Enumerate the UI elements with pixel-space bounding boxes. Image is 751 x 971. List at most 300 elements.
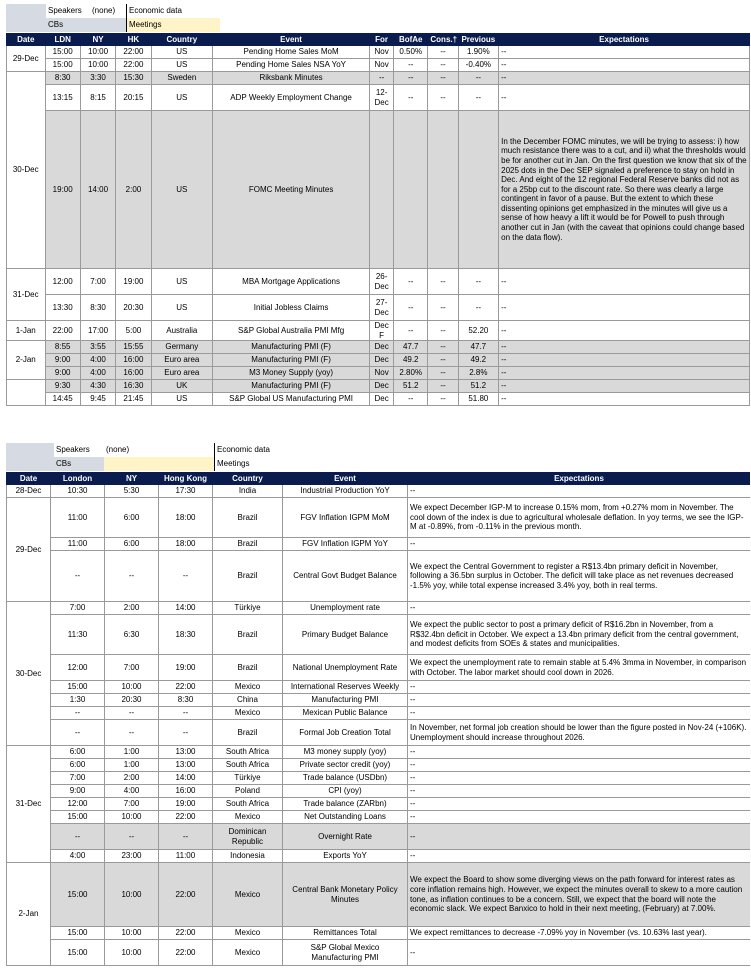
london-cell: 7:00 [51, 772, 105, 785]
header-expectations: Expectations [408, 473, 751, 485]
for-cell: Dec [370, 380, 394, 393]
legend-speakers-label: Speakers [48, 6, 82, 15]
ldn-cell: 8:30 [45, 72, 80, 85]
event-cell: FGV Inflation IGPM MoM [283, 498, 408, 538]
country-cell: Brazil [213, 720, 283, 746]
event-cell: FGV Inflation IGPM YoY [283, 538, 408, 551]
header-country: Country [213, 473, 283, 485]
table-row [7, 111, 750, 269]
previous-cell: 51.80 [458, 393, 499, 406]
header-hk: HK [116, 34, 151, 46]
header-expectations: Expectations [499, 34, 750, 46]
for-cell: Dec [370, 341, 394, 354]
expectations-cell: -- [408, 707, 751, 720]
ny-cell: 4:30 [80, 380, 115, 393]
event-cell: Formal Job Creation Total [283, 720, 408, 746]
country-cell: US [151, 269, 212, 295]
country-cell: US [151, 295, 212, 321]
london-cell: 10:30 [51, 485, 105, 498]
for-cell: Nov [370, 46, 394, 59]
event-cell: MBA Mortgage Applications [213, 269, 370, 295]
hong-kong-cell: 11:00 [159, 850, 213, 863]
event-cell: National Unemployment Rate [283, 655, 408, 681]
for-cell: Dec F [370, 321, 394, 341]
ny-cell: 6:00 [105, 538, 159, 551]
london-cell: 1:30 [51, 694, 105, 707]
expectations-cell: -- [408, 485, 751, 498]
for-cell: Dec [370, 393, 394, 406]
hk-cell: 21:45 [116, 393, 151, 406]
consensus-cell: -- [428, 367, 458, 380]
table-row [7, 681, 751, 694]
hk-cell: 16:00 [116, 367, 151, 380]
table-row [7, 655, 751, 681]
hk-cell: 22:00 [116, 59, 151, 72]
event-cell: Primary Budget Balance [283, 615, 408, 655]
country-cell: South Africa [213, 759, 283, 772]
hong-kong-cell: 13:00 [159, 759, 213, 772]
legend-none-label: (none) [106, 445, 130, 454]
ny-cell: 10:00 [80, 46, 115, 59]
expectations-cell: -- [408, 681, 751, 694]
ldn-cell: 14:45 [45, 393, 80, 406]
table-row [7, 759, 751, 772]
table-row [7, 707, 751, 720]
header-london: London [51, 473, 105, 485]
header-previous: Previous [458, 34, 499, 46]
country-cell: Euro area [151, 354, 212, 367]
hk-cell: 5:00 [116, 321, 151, 341]
country-cell: India [213, 485, 283, 498]
ny-cell: 5:30 [105, 485, 159, 498]
country-cell: Poland [213, 785, 283, 798]
hong-kong-cell: -- [159, 707, 213, 720]
ny-cell: 20:30 [105, 694, 159, 707]
hk-cell: 16:00 [116, 354, 151, 367]
ny-cell: 1:00 [105, 759, 159, 772]
expectations-cell: -- [499, 341, 750, 354]
ny-cell: -- [105, 720, 159, 746]
calendar-table-top [6, 33, 750, 406]
legend-swatch-speakers [6, 4, 46, 18]
expectations-cell: -- [499, 85, 750, 111]
expectations-cell: We expect the Central Government to register a R$13.4bn primary deficit in November, following a 36.5bn surplus in October. The deficit will take place as net revenues decreased -1.5% yoy, while total expense increased 3.4% yoy, both in real terms. [408, 551, 751, 602]
date-cell: 31-Dec [7, 269, 46, 321]
country-cell: Germany [151, 341, 212, 354]
country-cell: Türkiye [213, 772, 283, 785]
ldn-cell: 19:00 [45, 111, 80, 269]
event-cell: M3 Money Supply (yoy) [213, 367, 370, 380]
country-cell: US [151, 85, 212, 111]
header-date: Date [7, 34, 46, 46]
consensus-cell: -- [428, 269, 458, 295]
ny-cell: 4:00 [105, 785, 159, 798]
ny-cell: -- [105, 551, 159, 602]
event-cell: Manufacturing PMI (F) [213, 341, 370, 354]
legend-bottom [6, 443, 750, 472]
date-cell: 1-Jan [7, 321, 46, 341]
event-cell: FOMC Meeting Minutes [213, 111, 370, 269]
london-cell: 15:00 [51, 927, 105, 940]
country-cell: Türkiye [213, 602, 283, 615]
consensus-cell: -- [428, 393, 458, 406]
expectations-cell: -- [408, 811, 751, 824]
expectations-cell: In November, net formal job creation should be lower than the figure posted in Nov-24 (+106K). Unemployment should increase throughout 2026. [408, 720, 751, 746]
country-cell: China [213, 694, 283, 707]
expectations-cell: -- [408, 538, 751, 551]
london-cell: 11:00 [51, 498, 105, 538]
london-cell: 15:00 [51, 940, 105, 966]
event-cell: Trade balance (ZARbn) [283, 798, 408, 811]
for-cell: Nov [370, 59, 394, 72]
legend-swatch-cbs [6, 457, 54, 471]
ldn-cell: 9:00 [45, 354, 80, 367]
hk-cell: 22:00 [116, 46, 151, 59]
expectations-cell: We expect the Board to show some diverging views on the path forward for interest rates as core inflation remains high. However, we expect the minutes overall to skew to a more caution tone, as inflation continues to be a concern. Still, we expect that the board will note the economic slack. We expect Banxico to hold in their next meeting, (February) at 7.00%. [408, 863, 751, 927]
london-cell: 4:00 [51, 850, 105, 863]
hong-kong-cell: 14:00 [159, 772, 213, 785]
table-row [7, 798, 751, 811]
for-cell: -- [370, 72, 394, 85]
ny-cell: -- [105, 707, 159, 720]
legend-none-label: (none) [92, 6, 116, 15]
date-cell: 31-Dec [7, 746, 51, 863]
header-ldn: LDN [45, 34, 80, 46]
previous-cell: -- [458, 295, 499, 321]
expectations-cell: -- [499, 269, 750, 295]
consensus-cell [428, 111, 458, 269]
event-cell: S&P Global Mexico Manufacturing PMI [283, 940, 408, 966]
expectations-cell: -- [499, 393, 750, 406]
legend-swatch-meetings [104, 457, 214, 471]
consensus-cell: -- [428, 59, 458, 72]
country-cell: Australia [151, 321, 212, 341]
country-cell: Mexico [213, 681, 283, 694]
table-row [7, 694, 751, 707]
consensus-cell: -- [428, 46, 458, 59]
expectations-cell: We expect the public sector to post a primary deficit of R$16.2bn in November, from a R$32.4bn deficit in October. We expect a 13.4bn primary deficit from the central government, and modest deficits from SOEs & states and municipalities. [408, 615, 751, 655]
consensus-cell: -- [428, 321, 458, 341]
london-cell: -- [51, 824, 105, 850]
hk-cell: 2:00 [116, 111, 151, 269]
previous-cell: 1.90% [458, 46, 499, 59]
previous-cell [458, 111, 499, 269]
expectations-cell: -- [499, 354, 750, 367]
expectations-cell: -- [499, 321, 750, 341]
country-cell: Indonesia [213, 850, 283, 863]
table-row [7, 850, 751, 863]
bofae-cell: 47.7 [394, 341, 428, 354]
hong-kong-cell: 14:00 [159, 602, 213, 615]
event-cell: Manufacturing PMI (F) [213, 354, 370, 367]
date-cell: 28-Dec [7, 485, 51, 498]
event-cell: Exports YoY [283, 850, 408, 863]
for-cell: 26-Dec [370, 269, 394, 295]
for-cell: 27-Dec [370, 295, 394, 321]
bofae-cell: -- [394, 393, 428, 406]
ldn-cell: 8:55 [45, 341, 80, 354]
legend-meetings-label: Meetings [126, 18, 220, 32]
table-row [7, 746, 751, 759]
consensus-cell: -- [428, 380, 458, 393]
date-cell: 29-Dec [7, 498, 51, 602]
table-row [7, 602, 751, 615]
for-cell: Dec [370, 354, 394, 367]
hong-kong-cell: 8:30 [159, 694, 213, 707]
expectations-cell: -- [408, 798, 751, 811]
ldn-cell: 13:15 [45, 85, 80, 111]
event-cell: International Reserves Weekly [283, 681, 408, 694]
header-event: Event [213, 34, 370, 46]
table-row [7, 551, 751, 602]
london-cell: 6:00 [51, 746, 105, 759]
event-cell: Pending Home Sales NSA YoY [213, 59, 370, 72]
london-cell: -- [51, 707, 105, 720]
expectations-cell: -- [499, 295, 750, 321]
table-row [7, 341, 750, 354]
ny-cell: -- [105, 824, 159, 850]
ny-cell: 14:00 [80, 111, 115, 269]
ny-cell: 3:30 [80, 72, 115, 85]
country-cell: Brazil [213, 615, 283, 655]
ny-cell: 3:55 [80, 341, 115, 354]
expectations-cell: We expect remittances to decrease -7.09% yoy in November (vs. 10.63% last year). [408, 927, 751, 940]
expectations-cell: In the December FOMC minutes, we will be trying to assess: i) how much resistance there was to a cut, and ii) what the thresholds would be for another cut in Jan. On the first question we know that six of the 2025 dots in the Dec SEP signaled a preference to stay on hold in Dec. And eight of the 12 regional Federal Reserve banks did not as for a 25bp cut to the discount rate. So there was clearly a large contingent in favor of a pause. But the extent to which these dissenting opinions get emphasized in the minutes will give us a sense of how heavy a lift it would be for Powell to push through another cut in Jan (with the caveat that opinions could change based on the data flow). [499, 111, 750, 269]
table-row [7, 498, 751, 538]
hong-kong-cell: 22:00 [159, 863, 213, 927]
london-cell: 7:00 [51, 602, 105, 615]
expectations-cell: We expect December IGP-M to increase 0.15% mom, from +0.27% mom in November. The cool down of the index is due to agricultural wholesale deflation. In yoy terms, we see the IGP-M at -0.89%, from -0.11% in the previous month. [408, 498, 751, 538]
country-cell: Mexico [213, 940, 283, 966]
expectations-cell: -- [408, 746, 751, 759]
event-cell: M3 money supply (yoy) [283, 746, 408, 759]
event-cell: Manufacturing PMI [283, 694, 408, 707]
previous-cell: -- [458, 72, 499, 85]
expectations-cell: -- [408, 759, 751, 772]
hong-kong-cell: 16:00 [159, 785, 213, 798]
ny-cell: 10:00 [105, 681, 159, 694]
table-row [7, 485, 751, 498]
ny-cell: 10:00 [80, 59, 115, 72]
ny-cell: 4:00 [80, 367, 115, 380]
london-cell: 12:00 [51, 655, 105, 681]
previous-cell: 49.2 [458, 354, 499, 367]
date-cell: 30-Dec [7, 72, 46, 269]
hong-kong-cell: 22:00 [159, 811, 213, 824]
expectations-cell: -- [499, 46, 750, 59]
expectations-cell: -- [408, 940, 751, 966]
table-row [7, 85, 750, 111]
table-row [7, 940, 751, 966]
hk-cell: 20:15 [116, 85, 151, 111]
country-cell: Brazil [213, 538, 283, 551]
ny-cell: 23:00 [105, 850, 159, 863]
for-cell: 12-Dec [370, 85, 394, 111]
table-row [7, 295, 750, 321]
legend-cbs-label: CBs [46, 18, 126, 32]
hong-kong-cell: -- [159, 824, 213, 850]
hong-kong-cell: 19:00 [159, 655, 213, 681]
hong-kong-cell: 18:30 [159, 615, 213, 655]
country-cell: Dominican Republic [213, 824, 283, 850]
ny-cell: 9:45 [80, 393, 115, 406]
bofae-cell: -- [394, 85, 428, 111]
event-cell: S&P Global US Manufacturing PMI [213, 393, 370, 406]
for-cell [370, 111, 394, 269]
header-for: For [370, 34, 394, 46]
event-cell: Trade balance (USDbn) [283, 772, 408, 785]
country-cell: Mexico [213, 811, 283, 824]
ldn-cell: 22:00 [45, 321, 80, 341]
expectations-cell: -- [408, 602, 751, 615]
bofae-cell: 51.2 [394, 380, 428, 393]
london-cell: 11:00 [51, 538, 105, 551]
table-row [7, 824, 751, 850]
bofae-cell: -- [394, 295, 428, 321]
previous-cell: 52.20 [458, 321, 499, 341]
consensus-cell: -- [428, 72, 458, 85]
bofae-cell: 49.2 [394, 354, 428, 367]
london-cell: -- [51, 720, 105, 746]
event-cell: Central Govt Budget Balance [283, 551, 408, 602]
ny-cell: 6:00 [105, 498, 159, 538]
legend-meetings-label: Meetings [214, 457, 286, 471]
london-cell: 15:00 [51, 863, 105, 927]
bofae-cell: -- [394, 321, 428, 341]
table-row [7, 59, 750, 72]
ny-cell: 2:00 [105, 772, 159, 785]
country-cell: South Africa [213, 798, 283, 811]
table-row [7, 811, 751, 824]
country-cell: US [151, 393, 212, 406]
hong-kong-cell: 22:00 [159, 681, 213, 694]
country-cell: Sweden [151, 72, 212, 85]
event-cell: ADP Weekly Employment Change [213, 85, 370, 111]
ldn-cell: 13:30 [45, 295, 80, 321]
hong-kong-cell: 22:00 [159, 927, 213, 940]
ldn-cell: 15:00 [45, 46, 80, 59]
country-cell: Brazil [213, 655, 283, 681]
hong-kong-cell: -- [159, 720, 213, 746]
calendar-table-bottom [6, 472, 750, 966]
table-row [7, 785, 751, 798]
table-row [7, 380, 750, 393]
country-cell: Euro area [151, 367, 212, 380]
table-row [7, 269, 750, 295]
ny-cell: 8:15 [80, 85, 115, 111]
previous-cell: -0.40% [458, 59, 499, 72]
previous-cell: -- [458, 269, 499, 295]
event-cell: Mexican Public Balance [283, 707, 408, 720]
bofae-cell: -- [394, 59, 428, 72]
bofae-cell: -- [394, 269, 428, 295]
expectations-cell: We expect the unemployment rate to remain stable at 5.4% 3mma in November, in comparison with October. The labor market should cool down in 2026. [408, 655, 751, 681]
expectations-cell: -- [408, 694, 751, 707]
bofae-cell: -- [394, 72, 428, 85]
bofae-cell: 2.80% [394, 367, 428, 380]
expectations-cell: -- [499, 72, 750, 85]
header-ny: NY [80, 34, 115, 46]
expectations-cell: -- [408, 785, 751, 798]
hong-kong-cell: 18:00 [159, 498, 213, 538]
previous-cell: 51.2 [458, 380, 499, 393]
ny-cell: 7:00 [80, 269, 115, 295]
calendar-panel-top [6, 4, 750, 424]
country-cell: Brazil [213, 551, 283, 602]
event-cell: Manufacturing PMI (F) [213, 380, 370, 393]
london-cell: 6:00 [51, 759, 105, 772]
previous-cell: -- [458, 85, 499, 111]
legend-swatch-cbs [6, 18, 46, 32]
ldn-cell: 9:00 [45, 367, 80, 380]
country-cell: Mexico [213, 927, 283, 940]
country-cell: US [151, 111, 212, 269]
legend-cbs-label: CBs [54, 457, 104, 471]
date-cell: 29-Dec [7, 46, 46, 72]
table-row [7, 367, 750, 380]
expectations-cell: -- [408, 824, 751, 850]
event-cell: Initial Jobless Claims [213, 295, 370, 321]
london-cell: 15:00 [51, 681, 105, 694]
table-row [7, 615, 751, 655]
header-ny: NY [105, 473, 159, 485]
event-cell: Riksbank Minutes [213, 72, 370, 85]
table-row [7, 46, 750, 59]
previous-cell: 2.8% [458, 367, 499, 380]
ny-cell: 10:00 [105, 811, 159, 824]
london-cell: 12:00 [51, 798, 105, 811]
bofae-cell [394, 111, 428, 269]
event-cell: Private sector credit (yoy) [283, 759, 408, 772]
bofae-cell: 0.50% [394, 46, 428, 59]
ny-cell: 1:00 [105, 746, 159, 759]
hong-kong-cell: -- [159, 551, 213, 602]
table-row [7, 354, 750, 367]
consensus-cell: -- [428, 354, 458, 367]
header-hong-kong: Hong Kong [159, 473, 213, 485]
hong-kong-cell: 17:30 [159, 485, 213, 498]
ny-cell: 17:00 [80, 321, 115, 341]
previous-cell: 47.7 [458, 341, 499, 354]
country-cell: US [151, 46, 212, 59]
ny-cell: 8:30 [80, 295, 115, 321]
ny-cell: 6:30 [105, 615, 159, 655]
country-cell: Mexico [213, 863, 283, 927]
london-cell: 11:30 [51, 615, 105, 655]
consensus-cell: -- [428, 85, 458, 111]
london-cell: 9:00 [51, 785, 105, 798]
ny-cell: 4:00 [80, 354, 115, 367]
expectations-cell: -- [499, 59, 750, 72]
ldn-cell: 9:30 [45, 380, 80, 393]
hk-cell: 20:30 [116, 295, 151, 321]
london-cell: -- [51, 551, 105, 602]
header-date: Date [7, 473, 51, 485]
hong-kong-cell: 18:00 [159, 538, 213, 551]
table-row [7, 720, 751, 746]
header-event: Event [283, 473, 408, 485]
ldn-cell: 15:00 [45, 59, 80, 72]
event-cell: Net Outstanding Loans [283, 811, 408, 824]
hk-cell: 15:30 [116, 72, 151, 85]
hk-cell: 15:55 [116, 341, 151, 354]
country-cell: South Africa [213, 746, 283, 759]
legend-swatch-speakers [6, 443, 54, 457]
ny-cell: 10:00 [105, 863, 159, 927]
event-cell: Overnight Rate [283, 824, 408, 850]
event-cell: S&P Global Australia PMI Mfg [213, 321, 370, 341]
expectations-cell: -- [408, 772, 751, 785]
